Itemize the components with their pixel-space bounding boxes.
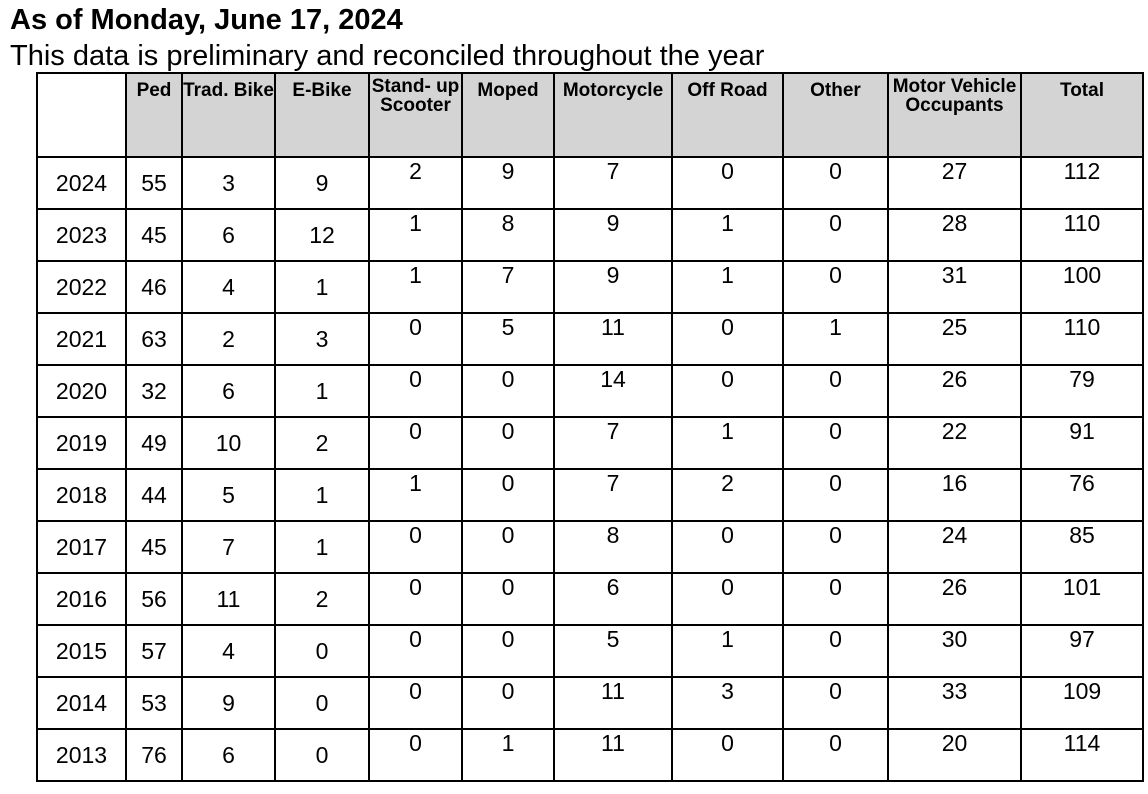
table-cell-scooter-col: 1 xyxy=(369,261,462,313)
table-cell-total-col: 110 xyxy=(1021,209,1143,261)
table-cell-e-bike-col: 1 xyxy=(275,469,369,521)
year-cell: 2017 xyxy=(37,521,126,573)
column-header-motor-vehicle-col: Motor Vehicle Occupants xyxy=(888,73,1021,157)
table-cell-scooter-col: 2 xyxy=(369,157,462,209)
table-cell-motorcycle-col: 7 xyxy=(554,417,672,469)
table-cell-ped-col: 44 xyxy=(126,469,182,521)
table-cell-motorcycle-col: 14 xyxy=(554,365,672,417)
year-cell: 2021 xyxy=(37,313,126,365)
year-cell: 2024 xyxy=(37,157,126,209)
year-cell: 2016 xyxy=(37,573,126,625)
page-title: As of Monday, June 17, 2024 xyxy=(10,4,403,36)
table-cell-scooter-col: 0 xyxy=(369,521,462,573)
table-cell-other-col: 0 xyxy=(783,209,888,261)
table-cell-motorcycle-col: 11 xyxy=(554,313,672,365)
table-cell-off-road-col: 0 xyxy=(672,521,783,573)
table-cell-moped-col: 0 xyxy=(462,417,554,469)
table-cell-moped-col: 0 xyxy=(462,573,554,625)
table-cell-motor-vehicle-col: 26 xyxy=(888,365,1021,417)
table-cell-off-road-col: 3 xyxy=(672,677,783,729)
table-cell-motorcycle-col: 7 xyxy=(554,469,672,521)
table-cell-other-col: 0 xyxy=(783,469,888,521)
table-cell-motorcycle-col: 11 xyxy=(554,729,672,781)
table-cell-trad-bike-col: 6 xyxy=(182,209,275,261)
table-cell-motor-vehicle-col: 30 xyxy=(888,625,1021,677)
table-cell-off-road-col: 1 xyxy=(672,209,783,261)
table-cell-ped-col: 53 xyxy=(126,677,182,729)
table-cell-motor-vehicle-col: 16 xyxy=(888,469,1021,521)
table-cell-motor-vehicle-col: 31 xyxy=(888,261,1021,313)
table-row xyxy=(37,677,1143,729)
table-cell-motorcycle-col: 11 xyxy=(554,677,672,729)
column-header-moped-col: Moped xyxy=(462,73,554,157)
table-cell-trad-bike-col: 7 xyxy=(182,521,275,573)
table-cell-trad-bike-col: 6 xyxy=(182,729,275,781)
column-header-trad-bike-col: Trad. Bike xyxy=(182,73,275,157)
table-cell-ped-col: 63 xyxy=(126,313,182,365)
table-cell-moped-col: 8 xyxy=(462,209,554,261)
table-header-row xyxy=(37,73,1143,157)
table-row xyxy=(37,261,1143,313)
table-cell-motor-vehicle-col: 28 xyxy=(888,209,1021,261)
table-cell-moped-col: 0 xyxy=(462,625,554,677)
table-cell-scooter-col: 1 xyxy=(369,469,462,521)
table-cell-other-col: 1 xyxy=(783,313,888,365)
year-cell: 2015 xyxy=(37,625,126,677)
table-cell-other-col: 0 xyxy=(783,157,888,209)
column-header-year-col xyxy=(37,73,126,157)
table-cell-other-col: 0 xyxy=(783,521,888,573)
table-cell-other-col: 0 xyxy=(783,261,888,313)
table-row xyxy=(37,157,1143,209)
table-cell-motor-vehicle-col: 33 xyxy=(888,677,1021,729)
table-cell-trad-bike-col: 11 xyxy=(182,573,275,625)
table-cell-e-bike-col: 3 xyxy=(275,313,369,365)
fatalities-table xyxy=(36,72,1144,782)
table-cell-motorcycle-col: 5 xyxy=(554,625,672,677)
table-cell-trad-bike-col: 4 xyxy=(182,261,275,313)
table-cell-scooter-col: 0 xyxy=(369,677,462,729)
page-subtitle: This data is preliminary and reconciled throughout the year xyxy=(10,40,765,72)
table-row xyxy=(37,365,1143,417)
table-cell-trad-bike-col: 2 xyxy=(182,313,275,365)
column-header-e-bike-col: E-Bike xyxy=(275,73,369,157)
table-cell-total-col: 85 xyxy=(1021,521,1143,573)
table-cell-e-bike-col: 2 xyxy=(275,573,369,625)
table-cell-off-road-col: 0 xyxy=(672,365,783,417)
table-cell-off-road-col: 0 xyxy=(672,313,783,365)
table-body xyxy=(37,157,1143,781)
column-header-motorcycle-col: Motorcycle xyxy=(554,73,672,157)
table-cell-other-col: 0 xyxy=(783,573,888,625)
table-cell-off-road-col: 1 xyxy=(672,417,783,469)
table-cell-total-col: 76 xyxy=(1021,469,1143,521)
table-cell-trad-bike-col: 6 xyxy=(182,365,275,417)
table-cell-total-col: 91 xyxy=(1021,417,1143,469)
table-cell-e-bike-col: 0 xyxy=(275,677,369,729)
table-cell-ped-col: 56 xyxy=(126,573,182,625)
table-cell-moped-col: 0 xyxy=(462,677,554,729)
table-cell-motor-vehicle-col: 27 xyxy=(888,157,1021,209)
year-cell: 2014 xyxy=(37,677,126,729)
table-cell-moped-col: 1 xyxy=(462,729,554,781)
table-cell-trad-bike-col: 5 xyxy=(182,469,275,521)
table-cell-ped-col: 76 xyxy=(126,729,182,781)
table-cell-e-bike-col: 1 xyxy=(275,521,369,573)
table-cell-off-road-col: 1 xyxy=(672,625,783,677)
table-cell-scooter-col: 0 xyxy=(369,365,462,417)
table-cell-moped-col: 7 xyxy=(462,261,554,313)
table-cell-moped-col: 9 xyxy=(462,157,554,209)
table-cell-motor-vehicle-col: 26 xyxy=(888,573,1021,625)
table-row xyxy=(37,313,1143,365)
year-cell: 2020 xyxy=(37,365,126,417)
table-cell-motorcycle-col: 6 xyxy=(554,573,672,625)
column-header-scooter-col: Stand- up Scooter xyxy=(369,73,462,157)
table-cell-trad-bike-col: 3 xyxy=(182,157,275,209)
table-cell-motorcycle-col: 7 xyxy=(554,157,672,209)
table-row xyxy=(37,469,1143,521)
table-cell-e-bike-col: 2 xyxy=(275,417,369,469)
column-header-off-road-col: Off Road xyxy=(672,73,783,157)
table-row xyxy=(37,625,1143,677)
table-cell-e-bike-col: 1 xyxy=(275,261,369,313)
table-cell-total-col: 110 xyxy=(1021,313,1143,365)
table-cell-scooter-col: 0 xyxy=(369,313,462,365)
table-cell-total-col: 109 xyxy=(1021,677,1143,729)
table-cell-trad-bike-col: 10 xyxy=(182,417,275,469)
table-cell-motorcycle-col: 9 xyxy=(554,209,672,261)
table-cell-e-bike-col: 0 xyxy=(275,625,369,677)
table-row xyxy=(37,209,1143,261)
table-cell-e-bike-col: 1 xyxy=(275,365,369,417)
table-cell-ped-col: 45 xyxy=(126,209,182,261)
column-header-other-col: Other xyxy=(783,73,888,157)
table-cell-total-col: 114 xyxy=(1021,729,1143,781)
year-cell: 2018 xyxy=(37,469,126,521)
table-cell-motorcycle-col: 9 xyxy=(554,261,672,313)
year-cell: 2023 xyxy=(37,209,126,261)
table-cell-off-road-col: 0 xyxy=(672,157,783,209)
table-cell-total-col: 97 xyxy=(1021,625,1143,677)
table-cell-off-road-col: 2 xyxy=(672,469,783,521)
table-cell-total-col: 100 xyxy=(1021,261,1143,313)
table-cell-trad-bike-col: 9 xyxy=(182,677,275,729)
table-cell-moped-col: 0 xyxy=(462,469,554,521)
table-cell-e-bike-col: 9 xyxy=(275,157,369,209)
table-row xyxy=(37,573,1143,625)
year-cell: 2019 xyxy=(37,417,126,469)
table-cell-off-road-col: 1 xyxy=(672,261,783,313)
year-cell: 2022 xyxy=(37,261,126,313)
table-cell-scooter-col: 0 xyxy=(369,625,462,677)
table-cell-other-col: 0 xyxy=(783,677,888,729)
table-row xyxy=(37,729,1143,781)
table-cell-ped-col: 46 xyxy=(126,261,182,313)
table-cell-off-road-col: 0 xyxy=(672,573,783,625)
year-cell: 2013 xyxy=(37,729,126,781)
table-cell-off-road-col: 0 xyxy=(672,729,783,781)
table-cell-motor-vehicle-col: 24 xyxy=(888,521,1021,573)
table-cell-total-col: 101 xyxy=(1021,573,1143,625)
table-cell-motorcycle-col: 8 xyxy=(554,521,672,573)
table-cell-e-bike-col: 0 xyxy=(275,729,369,781)
table-cell-scooter-col: 0 xyxy=(369,729,462,781)
table-cell-ped-col: 55 xyxy=(126,157,182,209)
table-cell-ped-col: 32 xyxy=(126,365,182,417)
table-cell-e-bike-col: 12 xyxy=(275,209,369,261)
table-cell-ped-col: 45 xyxy=(126,521,182,573)
table-row xyxy=(37,417,1143,469)
table-cell-moped-col: 0 xyxy=(462,521,554,573)
table-cell-other-col: 0 xyxy=(783,417,888,469)
table-cell-other-col: 0 xyxy=(783,729,888,781)
table-cell-trad-bike-col: 4 xyxy=(182,625,275,677)
table-cell-motor-vehicle-col: 25 xyxy=(888,313,1021,365)
table-cell-moped-col: 0 xyxy=(462,365,554,417)
table-cell-total-col: 79 xyxy=(1021,365,1143,417)
table-cell-ped-col: 57 xyxy=(126,625,182,677)
table-row xyxy=(37,521,1143,573)
table-cell-other-col: 0 xyxy=(783,365,888,417)
table-cell-motor-vehicle-col: 20 xyxy=(888,729,1021,781)
table-cell-total-col: 112 xyxy=(1021,157,1143,209)
table-cell-scooter-col: 0 xyxy=(369,417,462,469)
table-cell-ped-col: 49 xyxy=(126,417,182,469)
table-cell-motor-vehicle-col: 22 xyxy=(888,417,1021,469)
table-cell-other-col: 0 xyxy=(783,625,888,677)
table-cell-scooter-col: 1 xyxy=(369,209,462,261)
table-cell-scooter-col: 0 xyxy=(369,573,462,625)
table-cell-moped-col: 5 xyxy=(462,313,554,365)
column-header-total-col: Total xyxy=(1021,73,1143,157)
column-header-ped-col: Ped xyxy=(126,73,182,157)
